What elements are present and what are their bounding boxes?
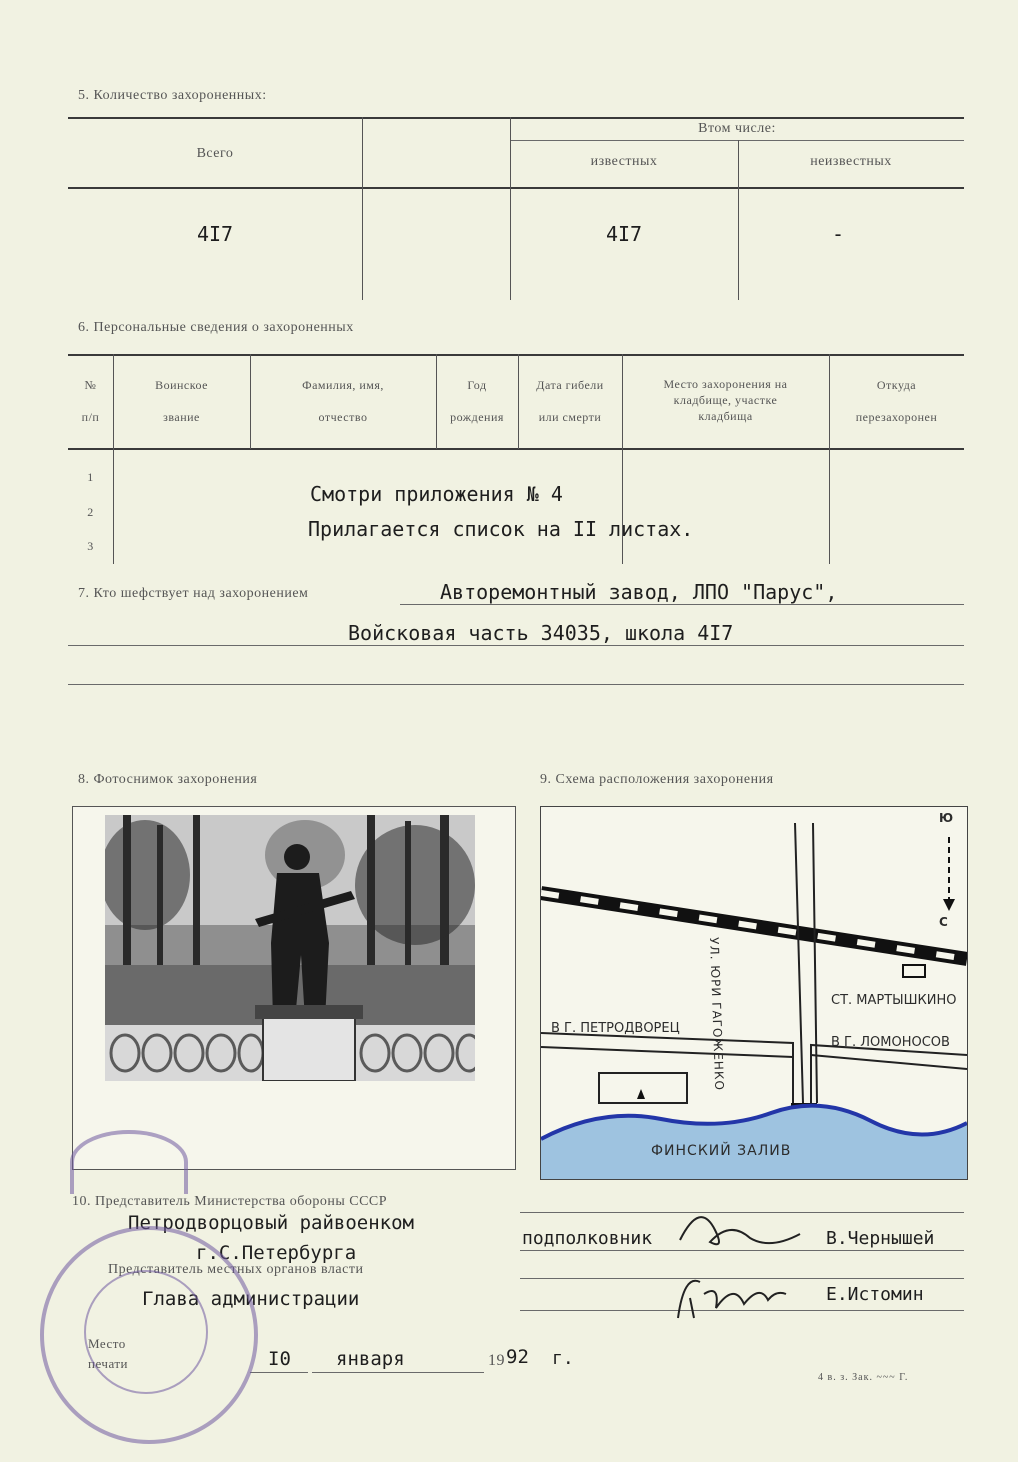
- compass-south-label: С: [939, 915, 948, 929]
- to-lomonosov-label: В Г. ЛОМОНОСОВ: [831, 1035, 950, 1050]
- date-month: января: [336, 1348, 405, 1370]
- official-seal: [40, 1226, 258, 1444]
- total-value: 4I7: [196, 222, 234, 246]
- section6-title: 6. Персональные сведения о захороненных: [78, 320, 354, 335]
- see-appendix-note: Смотри приложения № 4: [310, 482, 563, 506]
- hdr-place-a: Место захоронения на: [663, 377, 788, 391]
- hdr-num-a: №: [84, 378, 97, 392]
- station-label: СТ. МАРТЫШКИНО: [831, 993, 957, 1008]
- row-number: 1: [87, 470, 94, 484]
- attached-list-note: Прилагается список на II листах.: [308, 517, 694, 541]
- compass-north-label: Ю: [939, 811, 954, 825]
- line: [250, 1372, 308, 1373]
- table5-divider: [510, 117, 511, 300]
- line: [68, 684, 964, 685]
- officer-rank: подполковник: [522, 1228, 653, 1249]
- line: [68, 645, 964, 646]
- section5-title: 5. Количество захороненных:: [78, 88, 267, 103]
- military-office: Петродворцовый райвоенком: [128, 1212, 414, 1234]
- photo-stamp: [70, 1130, 188, 1194]
- patron-line1: Авторемонтный завод, ЛПО "Парус",: [440, 580, 838, 604]
- head-of-admin: Глава администрации: [142, 1288, 360, 1310]
- hdr-from-b: перезахоронен: [855, 410, 938, 424]
- memorial-photo-art: [105, 815, 475, 1081]
- hdr-birth-a: Год: [467, 378, 487, 392]
- patron-line2: Войсковая часть 34035, школа 4I7: [348, 621, 734, 645]
- line: [312, 1372, 484, 1373]
- signature-istomin: [664, 1264, 794, 1324]
- section7-label: 7. Кто шефствует над захоронением: [78, 586, 309, 601]
- hdr-name-a: Фамилия, имя,: [302, 378, 384, 392]
- year-unit: г.: [552, 1348, 574, 1369]
- gulf-label: ФИНСКИЙ ЗАЛИВ: [651, 1143, 792, 1159]
- local-authority-label: Представитель местных органов власти: [108, 1262, 364, 1277]
- table5-sub-border: [510, 140, 964, 141]
- street-label: УЛ. ЮРИ ГАГОЖЕНКО: [707, 937, 727, 1092]
- hdr-name-b: отчество: [318, 410, 368, 424]
- table5-top-border: [68, 117, 964, 119]
- date-day: I0: [268, 1348, 291, 1370]
- location-map: [540, 806, 968, 1180]
- col-including-header: Втом числе:: [698, 121, 776, 136]
- hdr-num-b: п/п: [81, 410, 100, 424]
- admin-name: Е.Истомин: [826, 1284, 924, 1305]
- table6-divider: [518, 354, 519, 449]
- col-unknown-header: неизвестных: [810, 154, 892, 169]
- hdr-place-c: кладбища: [698, 409, 753, 423]
- photo-frame: [72, 806, 516, 1170]
- table6-divider: [436, 354, 437, 449]
- year-prefix: 19: [488, 1352, 505, 1369]
- memorial-photo: [105, 815, 475, 1081]
- section10-label: 10. Представитель Министерства обороны СССР: [72, 1194, 388, 1209]
- hdr-from-a: Откуда: [876, 378, 917, 392]
- seal-place-label: Место: [88, 1336, 126, 1351]
- hdr-death-b: или смерти: [538, 410, 602, 424]
- hdr-place-b: кладбище, участке: [673, 393, 778, 407]
- row-number: 2: [87, 505, 94, 519]
- col-known-header: известных: [590, 154, 658, 169]
- hdr-death-a: Дата гибели: [536, 378, 604, 392]
- footer-print-code: 4 в. з. Зак. ~~~ Г.: [818, 1372, 909, 1383]
- known-value: 4I7: [605, 222, 643, 246]
- table6-divider: [250, 354, 251, 449]
- city-name: г.С.Петербурга: [196, 1242, 357, 1264]
- official-seal-inner: [84, 1270, 208, 1394]
- seal-place-label2: печати: [88, 1356, 129, 1371]
- hdr-rank-a: Воинское: [155, 378, 208, 392]
- to-petrodvorets-label: В Г. ПЕТРОДВОРЕЦ: [551, 1021, 680, 1036]
- table5-header-border: [68, 187, 964, 189]
- line: [400, 604, 964, 605]
- hdr-rank-b: звание: [163, 410, 200, 424]
- unknown-value: -: [831, 222, 845, 246]
- section8-title: 8. Фотоснимок захоронения: [78, 772, 258, 787]
- signature-chernyshei: [670, 1200, 810, 1260]
- col-total-header: Всего: [196, 146, 234, 161]
- section9-title: 9. Схема расположения захоронения: [540, 772, 774, 787]
- table5-divider: [362, 117, 363, 300]
- year-suffix: 92: [506, 1346, 529, 1368]
- hdr-birth-b: рождения: [450, 410, 504, 424]
- officer-name: В.Чернышей: [826, 1228, 935, 1249]
- row-number: 3: [87, 539, 94, 553]
